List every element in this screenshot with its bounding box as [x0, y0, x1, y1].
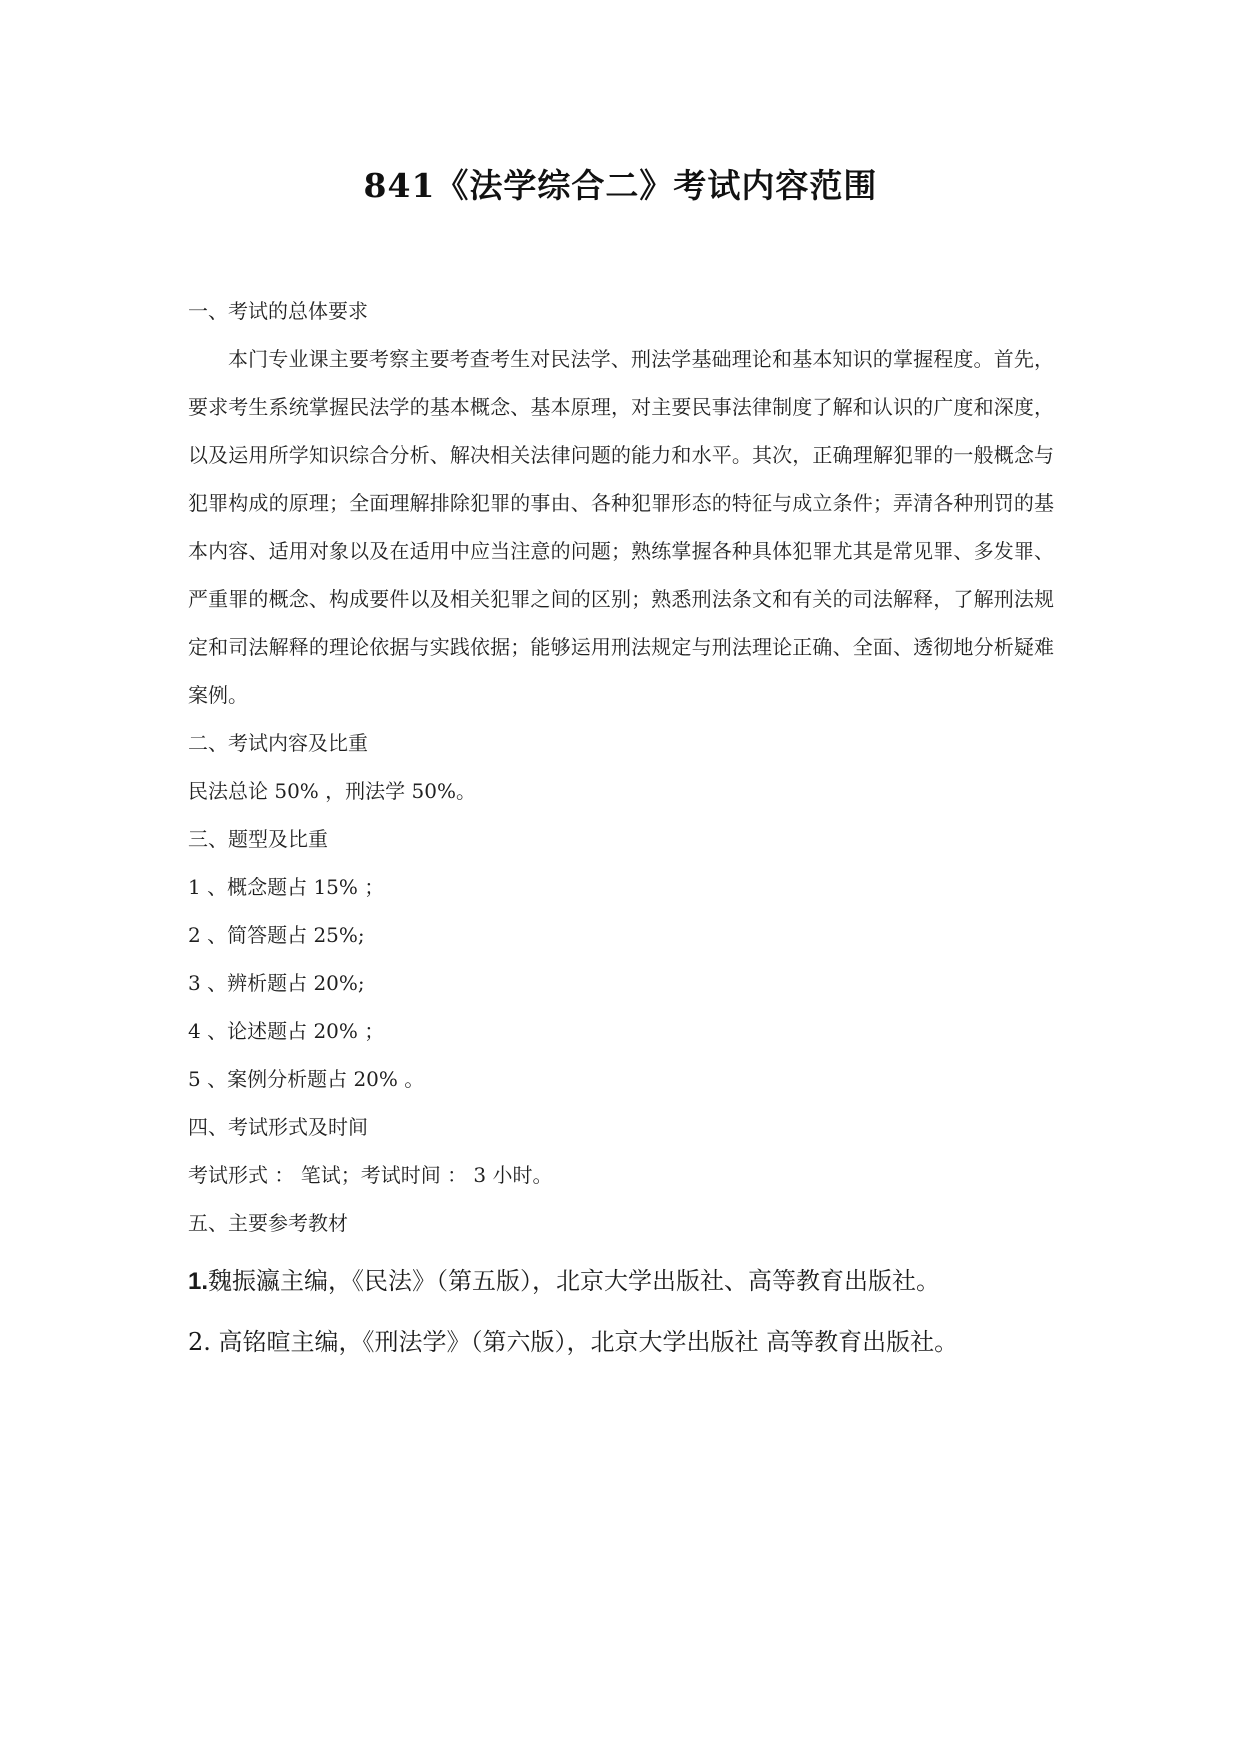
question-type-item: 5 、案例分析题占 20% 。 — [188, 1067, 425, 1091]
section-5-heading: 五、主要参考教材 — [188, 1211, 348, 1235]
section-3-heading: 三、题型及比重 — [188, 827, 328, 851]
section-1-heading: 一、考试的总体要求 — [188, 299, 368, 323]
section-4-heading: 四、考试形式及时间 — [188, 1115, 368, 1139]
question-type-item: 3 、辨析题占 20%; — [188, 971, 365, 995]
question-type-item: 2 、简答题占 25%; — [188, 923, 365, 947]
reference-number: 1. — [188, 1268, 209, 1295]
document-title: 841《法学综合二》考试内容范围 — [363, 166, 878, 205]
section-4-body: 考试形式 ： 笔试；考试时间 ： 3 小时。 — [188, 1163, 553, 1187]
section-2-body: 民法总论 50% ，刑法学 50%。 — [188, 779, 476, 803]
section-1-paragraph: 本门专业课主要考察主要考查考生对民法学、刑法学基础理论和基本知识的掌握程度。首先，要求考生系统掌握民法学的基本概念、基本原理，对主要民事法律制度了解和认识的广度和深度，以及运用所学知识综合分析、解决相关法律问题的能力和水平。其次，正确理解犯罪的一般概念与犯罪构成的原理；全面理解排除犯罪的事由、各种犯罪形态的特征与成立条件；弄清各种刑罚的基本内容、适用对象以及在适用中应当注意的问题；熟练掌握各种具体犯罪尤其是常见罪、多发罪、严重罪的概念、构成要件以及相关犯罪之间的区别；熟悉刑法条文和有关的司法解释，了解刑法规定和司法解释的理论依据与实践依据；能够运用刑法规定与刑法理论正确、全面、透彻地分析疑难案例。 — [188, 347, 1054, 707]
question-type-item: 4 、论述题占 20% ； — [188, 1019, 385, 1043]
question-type-item: 1 、概念题占 15% ； — [188, 875, 385, 899]
document-body — [188, 287, 1054, 1372]
reference-text: 魏振瀛主编，《民法》（第五版），北京大学出版社、高等教育出版社。 — [208, 1267, 941, 1295]
reference-item-2: 2. 高铭暄主编，《刑法学》（第六版），北京大学出版社 高等教育出版社。 — [188, 1328, 959, 1356]
section-2-heading: 二、考试内容及比重 — [188, 731, 368, 755]
reference-item-1 — [188, 1251, 1054, 1312]
